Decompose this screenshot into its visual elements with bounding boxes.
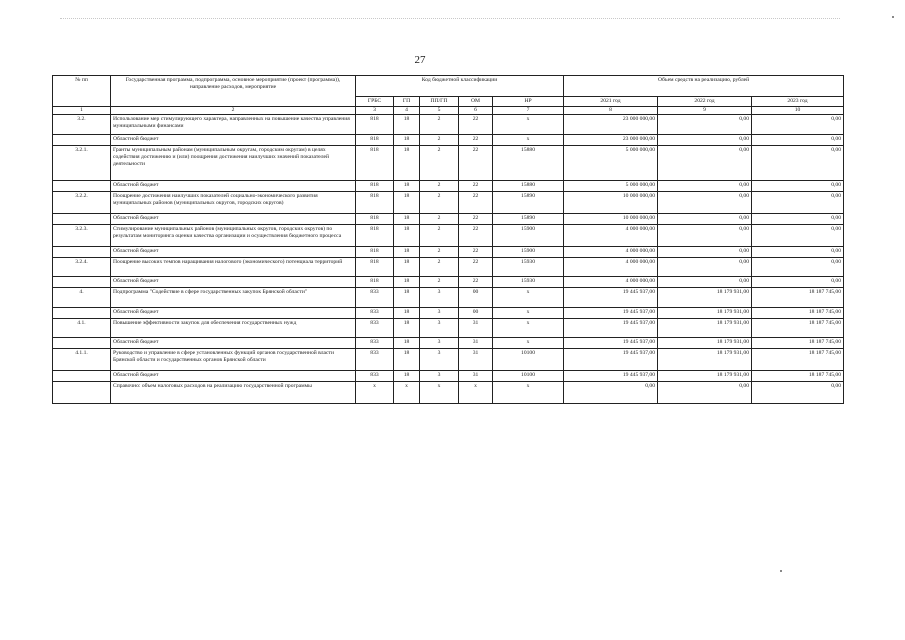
row-ppgp: 3 xyxy=(420,307,459,318)
header-gp: ГП xyxy=(394,97,420,107)
row-amount-2023: 0,00 xyxy=(752,276,844,287)
row-number xyxy=(53,180,111,191)
row-amount-2021: 19 445 937,00 xyxy=(564,287,658,307)
row-amount-2022: 0,00 xyxy=(658,224,752,246)
table-row xyxy=(53,381,844,403)
row-om: 22 xyxy=(459,191,493,213)
row-ppgp: 3 xyxy=(420,370,459,381)
row-ppgp: х xyxy=(420,381,459,403)
row-amount-2021: 23 000 000,00 xyxy=(564,114,658,134)
row-gp: 18 xyxy=(394,287,420,307)
header-budget-code: Код бюджетной классификации xyxy=(356,76,564,97)
row-amount-2022: 18 179 931,00 xyxy=(658,348,752,370)
page-number: 27 xyxy=(414,54,426,66)
row-nr: х xyxy=(493,307,564,318)
row-amount-2022: 0,00 xyxy=(658,180,752,191)
row-nr: 15900 xyxy=(493,246,564,257)
row-amount-2022: 18 179 931,00 xyxy=(658,370,752,381)
row-ppgp: 2 xyxy=(420,134,459,145)
header-program: Государственная программа, подпрограмма, основное мероприятие (проект (программа)), направление расходов, мероприятие xyxy=(111,76,356,107)
row-name: Использование мер стимулирующего характера, направленных на повышение качества управления муниципальными финансами xyxy=(111,114,356,134)
row-number: 4. xyxy=(53,287,111,307)
row-amount-2022: 0,00 xyxy=(658,381,752,403)
row-amount-2022: 18 179 931,00 xyxy=(658,287,752,307)
row-grbs: х xyxy=(356,381,394,403)
row-name: Руководство и управление в сфере установленных функций органов государственной власти Брянской области и государственных органов Брянской области xyxy=(111,348,356,370)
scan-noise-line xyxy=(60,18,840,21)
row-amount-2023: 18 187 745,00 xyxy=(752,318,844,337)
table-row xyxy=(53,257,844,276)
row-number: 4.1.1. xyxy=(53,348,111,370)
row-name: Гранты муниципальным районам (муниципальным округам, городским округам) в целях содействия достижению и (или) поощрения достижения наилучших значений показателей деятельности xyxy=(111,145,356,180)
row-nr: 15890 xyxy=(493,213,564,224)
row-number xyxy=(53,307,111,318)
row-amount-2022: 0,00 xyxy=(658,246,752,257)
row-nr: х xyxy=(493,381,564,403)
row-amount-2022: 18 179 931,00 xyxy=(658,307,752,318)
row-gp: 18 xyxy=(394,307,420,318)
table-row xyxy=(53,337,844,348)
row-nr: х xyxy=(493,287,564,307)
row-name: Подпрограмма "Содействие в сфере государственных закупок Брянской области" xyxy=(111,287,356,307)
row-amount-2021: 5 000 000,00 xyxy=(564,145,658,180)
row-amount-2021: 4 000 000,00 xyxy=(564,276,658,287)
row-amount-2021: 4 000 000,00 xyxy=(564,246,658,257)
column-number-row xyxy=(53,106,844,114)
row-amount-2022: 0,00 xyxy=(658,191,752,213)
row-number xyxy=(53,213,111,224)
row-number xyxy=(53,337,111,348)
row-nr: х xyxy=(493,318,564,337)
header-year-2021: 2021 год xyxy=(564,97,658,107)
row-ppgp: 2 xyxy=(420,145,459,180)
row-om: 22 xyxy=(459,213,493,224)
row-amount-2023: 0,00 xyxy=(752,257,844,276)
table-row xyxy=(53,348,844,370)
row-number xyxy=(53,370,111,381)
col-number: 8 xyxy=(564,106,658,114)
row-grbs: 833 xyxy=(356,307,394,318)
row-ppgp: 2 xyxy=(420,191,459,213)
row-om: 00 xyxy=(459,307,493,318)
table-row xyxy=(53,191,844,213)
row-gp: 18 xyxy=(394,348,420,370)
table-row xyxy=(53,145,844,180)
header-om: ОМ xyxy=(459,97,493,107)
row-name: Областной бюджет xyxy=(111,307,356,318)
row-amount-2022: 0,00 xyxy=(658,145,752,180)
row-amount-2023: 0,00 xyxy=(752,246,844,257)
row-gp: 18 xyxy=(394,191,420,213)
col-number: 6 xyxy=(459,106,493,114)
row-amount-2021: 4 000 000,00 xyxy=(564,224,658,246)
row-nr: х xyxy=(493,134,564,145)
row-amount-2021: 19 445 937,00 xyxy=(564,337,658,348)
row-om: 22 xyxy=(459,257,493,276)
table-row xyxy=(53,307,844,318)
row-ppgp: 2 xyxy=(420,114,459,134)
row-amount-2021: 4 000 000,00 xyxy=(564,257,658,276)
col-number: 10 xyxy=(752,106,844,114)
table-body xyxy=(53,114,844,403)
row-grbs: 818 xyxy=(356,257,394,276)
row-gp: 18 xyxy=(394,370,420,381)
row-ppgp: 2 xyxy=(420,276,459,287)
row-grbs: 833 xyxy=(356,287,394,307)
row-name: Поощрение достижения наилучших показателей социально-экономического развития муниципальных районов (муниципальных округов, городских округов) xyxy=(111,191,356,213)
row-amount-2021: 10 000 000,00 xyxy=(564,191,658,213)
row-grbs: 818 xyxy=(356,224,394,246)
row-name: Стимулирование муниципальных районов (муниципальных округов, городских округов) по результатам мониторинга оценки качества организации и осуществления бюджетного процесса xyxy=(111,224,356,246)
scan-speck xyxy=(892,16,894,18)
row-grbs: 833 xyxy=(356,370,394,381)
row-gp: 18 xyxy=(394,180,420,191)
table-row xyxy=(53,287,844,307)
row-amount-2023: 18 187 745,00 xyxy=(752,287,844,307)
row-amount-2023: 18 187 745,00 xyxy=(752,370,844,381)
row-amount-2023: 0,00 xyxy=(752,191,844,213)
row-ppgp: 3 xyxy=(420,287,459,307)
header-ppgp: ПП/ГП xyxy=(420,97,459,107)
row-ppgp: 3 xyxy=(420,337,459,348)
row-nr: 15930 xyxy=(493,276,564,287)
row-gp: 18 xyxy=(394,318,420,337)
row-gp: 18 xyxy=(394,224,420,246)
row-amount-2023: 18 187 745,00 xyxy=(752,348,844,370)
row-nr: 15930 xyxy=(493,257,564,276)
row-amount-2021: 0,00 xyxy=(564,381,658,403)
row-grbs: 818 xyxy=(356,145,394,180)
col-number: 4 xyxy=(394,106,420,114)
col-number: 9 xyxy=(658,106,752,114)
row-gp: 18 xyxy=(394,257,420,276)
row-number: 3.2.2. xyxy=(53,191,111,213)
table-row xyxy=(53,134,844,145)
row-nr: 10100 xyxy=(493,348,564,370)
row-om: 31 xyxy=(459,348,493,370)
row-ppgp: 2 xyxy=(420,213,459,224)
budget-table xyxy=(52,75,844,404)
row-gp: 18 xyxy=(394,337,420,348)
row-om: 22 xyxy=(459,180,493,191)
row-nr: х xyxy=(493,337,564,348)
row-gp: 18 xyxy=(394,134,420,145)
row-gp: 18 xyxy=(394,213,420,224)
row-name: Областной бюджет xyxy=(111,180,356,191)
col-number: 5 xyxy=(420,106,459,114)
table-row xyxy=(53,246,844,257)
row-amount-2022: 0,00 xyxy=(658,114,752,134)
row-grbs: 833 xyxy=(356,318,394,337)
row-amount-2023: 0,00 xyxy=(752,134,844,145)
row-name: Областной бюджет xyxy=(111,134,356,145)
row-amount-2023: 0,00 xyxy=(752,213,844,224)
row-amount-2021: 10 000 000,00 xyxy=(564,213,658,224)
row-amount-2022: 0,00 xyxy=(658,134,752,145)
row-om: 22 xyxy=(459,134,493,145)
row-grbs: 818 xyxy=(356,180,394,191)
row-nr: 15890 xyxy=(493,191,564,213)
row-om: 22 xyxy=(459,114,493,134)
row-grbs: 833 xyxy=(356,348,394,370)
header-funds: Объем средств на реализацию, рублей xyxy=(564,76,844,97)
row-om: 31 xyxy=(459,370,493,381)
row-number: 4.1. xyxy=(53,318,111,337)
header-row xyxy=(53,76,844,97)
table-row xyxy=(53,276,844,287)
row-nr: 10100 xyxy=(493,370,564,381)
row-om: 22 xyxy=(459,145,493,180)
row-grbs: 818 xyxy=(356,213,394,224)
row-om: 31 xyxy=(459,337,493,348)
table-row xyxy=(53,370,844,381)
row-number xyxy=(53,246,111,257)
header-year-2022: 2022 год xyxy=(658,97,752,107)
row-ppgp: 3 xyxy=(420,348,459,370)
table-row xyxy=(53,114,844,134)
row-grbs: 818 xyxy=(356,134,394,145)
row-number: 3.2.3. xyxy=(53,224,111,246)
scan-speck xyxy=(780,570,782,572)
row-om: 00 xyxy=(459,287,493,307)
table-row xyxy=(53,213,844,224)
row-name: Областной бюджет xyxy=(111,370,356,381)
row-amount-2022: 0,00 xyxy=(658,276,752,287)
row-number: 3.2.4. xyxy=(53,257,111,276)
row-amount-2021: 5 000 000,00 xyxy=(564,180,658,191)
header-grbs: ГРБС xyxy=(356,97,394,107)
row-name: Поощрение высоких темпов наращивания налогового (экономического) потенциала территорий xyxy=(111,257,356,276)
row-ppgp: 2 xyxy=(420,224,459,246)
row-amount-2022: 0,00 xyxy=(658,213,752,224)
row-ppgp: 2 xyxy=(420,180,459,191)
col-number: 2 xyxy=(111,106,356,114)
row-nr: 15880 xyxy=(493,145,564,180)
col-number: 7 xyxy=(493,106,564,114)
row-om: 31 xyxy=(459,318,493,337)
table-row xyxy=(53,180,844,191)
row-number: 3.2.1. xyxy=(53,145,111,180)
row-amount-2023: 0,00 xyxy=(752,224,844,246)
row-number: 3.2. xyxy=(53,114,111,134)
row-nr: 15900 xyxy=(493,224,564,246)
row-grbs: 833 xyxy=(356,337,394,348)
row-amount-2023: 0,00 xyxy=(752,180,844,191)
row-number xyxy=(53,134,111,145)
table-row xyxy=(53,224,844,246)
col-number: 1 xyxy=(53,106,111,114)
header-num: № пп xyxy=(53,76,111,107)
row-number xyxy=(53,381,111,403)
row-om: 22 xyxy=(459,276,493,287)
row-name: Справочно: объем налоговых расходов на реализацию государственной программы xyxy=(111,381,356,403)
table-row xyxy=(53,318,844,337)
row-grbs: 818 xyxy=(356,114,394,134)
row-gp: 18 xyxy=(394,145,420,180)
row-amount-2022: 18 179 931,00 xyxy=(658,337,752,348)
row-amount-2023: 18 187 745,00 xyxy=(752,307,844,318)
row-grbs: 818 xyxy=(356,276,394,287)
row-amount-2021: 19 445 937,00 xyxy=(564,348,658,370)
row-amount-2021: 23 000 000,00 xyxy=(564,134,658,145)
header-year-2023: 2023 год xyxy=(752,97,844,107)
row-amount-2022: 0,00 xyxy=(658,257,752,276)
row-ppgp: 3 xyxy=(420,318,459,337)
row-gp: 18 xyxy=(394,276,420,287)
row-amount-2021: 19 445 937,00 xyxy=(564,370,658,381)
row-amount-2023: 0,00 xyxy=(752,381,844,403)
row-om: 22 xyxy=(459,246,493,257)
row-nr: 15880 xyxy=(493,180,564,191)
header-nr: НР xyxy=(493,97,564,107)
row-gp: 18 xyxy=(394,114,420,134)
col-number: 3 xyxy=(356,106,394,114)
row-grbs: 818 xyxy=(356,191,394,213)
row-amount-2023: 0,00 xyxy=(752,145,844,180)
row-gp: 18 xyxy=(394,246,420,257)
row-grbs: 818 xyxy=(356,246,394,257)
row-name: Областной бюджет xyxy=(111,246,356,257)
row-gp: х xyxy=(394,381,420,403)
row-amount-2023: 0,00 xyxy=(752,114,844,134)
row-name: Повышение эффективности закупок для обеспечения государственных нужд xyxy=(111,318,356,337)
row-om: х xyxy=(459,381,493,403)
row-amount-2022: 18 179 931,00 xyxy=(658,318,752,337)
row-name: Областной бюджет xyxy=(111,213,356,224)
row-number xyxy=(53,276,111,287)
row-amount-2021: 19 445 937,00 xyxy=(564,318,658,337)
row-amount-2021: 19 445 937,00 xyxy=(564,307,658,318)
row-ppgp: 2 xyxy=(420,257,459,276)
row-name: Областной бюджет xyxy=(111,337,356,348)
row-ppgp: 2 xyxy=(420,246,459,257)
row-om: 22 xyxy=(459,224,493,246)
row-nr: х xyxy=(493,114,564,134)
row-name: Областной бюджет xyxy=(111,276,356,287)
row-amount-2023: 18 187 745,00 xyxy=(752,337,844,348)
